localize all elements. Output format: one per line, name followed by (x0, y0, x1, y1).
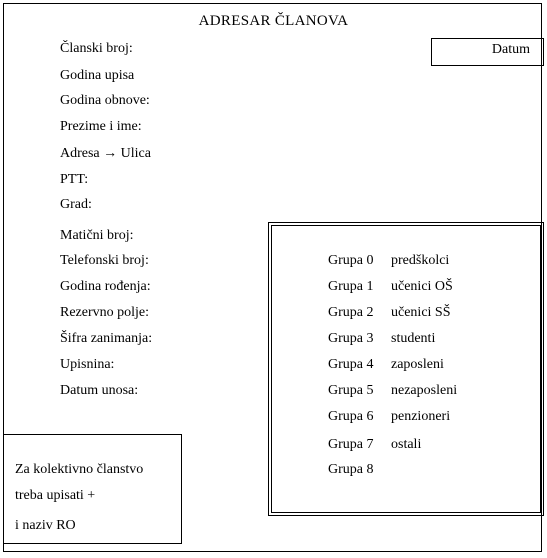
group-label: Grupa 3 (328, 331, 374, 346)
field-maticni-broj: Matični broj: (60, 228, 134, 243)
group-label: Grupa 4 (328, 357, 374, 372)
field-sifra-zanimanja: Šifra zanimanja: (60, 331, 153, 346)
group-item (328, 409, 450, 425)
field-rezervno-polje: Rezervno polje: (60, 305, 150, 320)
group-label: Grupa 5 (328, 383, 374, 398)
group-desc: ostali (391, 437, 422, 452)
field-ptt: PTT: (60, 172, 89, 187)
datum-label: Datum (491, 42, 530, 57)
field-prezime-ime: Prezime i ime: (60, 119, 142, 134)
datum-field[interactable] (431, 38, 544, 66)
note-line: i naziv RO (15, 518, 76, 533)
group-desc: studenti (391, 331, 436, 346)
group-item (328, 279, 453, 295)
field-upisnina: Upisnina: (60, 357, 115, 372)
group-label: Grupa 7 (328, 437, 374, 452)
group-label: Grupa 2 (328, 305, 374, 320)
group-item (328, 253, 449, 269)
field-telefonski-broj: Telefonski broj: (60, 253, 149, 268)
group-desc: zaposleni (391, 357, 444, 372)
group-desc: nezaposleni (391, 383, 458, 398)
field-grad: Grad: (60, 197, 92, 212)
field-godina-upisa: Godina upisa (60, 68, 135, 83)
field-godina-rodjenja: Godina rođenja: (60, 279, 151, 294)
group-desc: predškolci (391, 253, 450, 268)
group-desc: penzioneri (391, 409, 451, 424)
group-item (328, 305, 451, 321)
field-datum-unosa: Datum unosa: (60, 383, 139, 398)
group-item (328, 462, 391, 478)
note-line: treba upisati + (15, 488, 96, 503)
note-line: Za kolektivno članstvo (15, 462, 144, 477)
field-clanski-broj: Članski broj: (60, 41, 133, 56)
group-item (328, 437, 421, 453)
group-label: Grupa 0 (328, 253, 374, 268)
group-desc: učenici SŠ (391, 305, 451, 320)
group-label: Grupa 6 (328, 409, 374, 424)
group-desc: učenici OŠ (391, 279, 453, 294)
group-item (328, 331, 435, 347)
group-item (328, 383, 457, 399)
field-godina-obnove: Godina obnove: (60, 93, 150, 108)
group-label: Grupa 1 (328, 279, 374, 294)
page-title: ADRESAR ČLANOVA (198, 13, 349, 29)
group-label: Grupa 8 (328, 462, 374, 477)
field-adresa-ulica: Adresa → Ulica (60, 146, 151, 161)
group-item (328, 357, 444, 373)
